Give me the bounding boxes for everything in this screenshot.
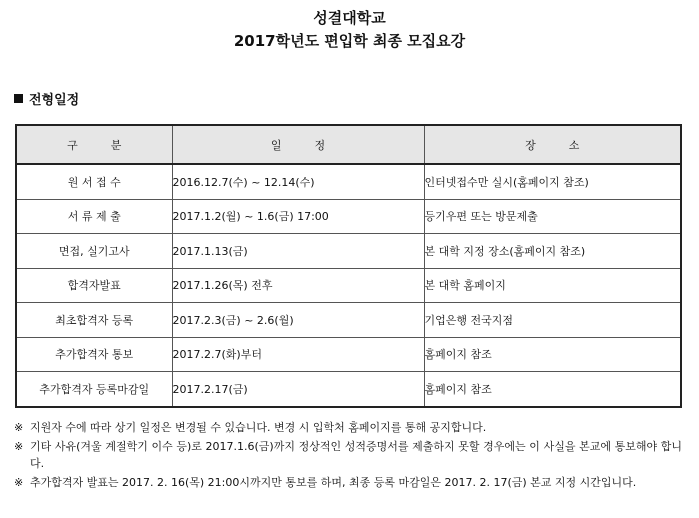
table-row [16,268,681,303]
header-schedule: 일 정 [172,125,424,164]
table-row [16,337,681,372]
row-date: 2017.1.26(목) 전후 [172,268,424,303]
row-date: 2016.12.7(수) ~ 12.14(수) [172,164,424,199]
reference-mark-icon: ※ [14,476,24,489]
note-item [14,438,682,472]
section-title: 전형일정 [29,93,80,108]
row-category: 최초합격자 등록 [16,303,172,338]
header-category: 구 분 [16,125,172,164]
document-title: 2017학년도 편입학 최종 모집요강 [233,32,466,50]
row-date: 2017.2.7(화)부터 [172,337,424,372]
note-text: 지원자 수에 따라 상기 일정은 변경될 수 있습니다. 변경 시 입학처 홈페이지를 통해 공지합니다. [30,421,487,434]
note-text: 기타 사유(겨울 계절학기 이수 등)로 2017.1.6(금)까지 정상적인 성적증명서를 제출하지 못할 경우에는 이 사실을 본교에 통보해야 합니다. [30,440,682,470]
table-header-row [16,125,681,164]
row-location: 본 대학 지정 장소(홈페이지 참조) [424,234,681,269]
row-date: 2017.2.17(금) [172,372,424,407]
note-text: 추가합격자 발표는 2017. 2. 16(목) 21:00시까지만 통보를 하며, 최종 등록 마감일은 2017. 2. 17(금) 본교 지정 시간입니다. [30,476,637,489]
university-name: 성결대학교 [313,9,386,27]
row-location: 등기우편 또는 방문제출 [424,199,681,234]
reference-mark-icon: ※ [14,440,24,453]
row-category: 합격자발표 [16,268,172,303]
schedule-table [15,124,682,408]
note-item [14,419,682,436]
header-location: 장 소 [424,125,681,164]
row-date: 2017.1.2(월) ~ 1.6(금) 17:00 [172,199,424,234]
square-bullet-icon [14,94,23,103]
table-row [16,234,681,269]
row-date: 2017.2.3(금) ~ 2.6(월) [172,303,424,338]
row-location: 홈페이지 참조 [424,372,681,407]
row-location: 인터넷접수만 실시(홈페이지 참조) [424,164,681,199]
reference-mark-icon: ※ [14,421,24,434]
row-category: 추가합격자 통보 [16,337,172,372]
notes-section [14,419,682,493]
note-item [14,474,682,491]
section-heading [14,89,79,108]
row-category: 원 서 접 수 [16,164,172,199]
row-location: 홈페이지 참조 [424,337,681,372]
table-row [16,164,681,199]
row-category: 면접, 실기고사 [16,234,172,269]
row-category: 서 류 제 출 [16,199,172,234]
row-location: 기업은행 전국지점 [424,303,681,338]
row-date: 2017.1.13(금) [172,234,424,269]
row-location: 본 대학 홈페이지 [424,268,681,303]
table-row [16,372,681,407]
table-row [16,303,681,338]
table-row [16,199,681,234]
row-category: 추가합격자 등록마감일 [16,372,172,407]
